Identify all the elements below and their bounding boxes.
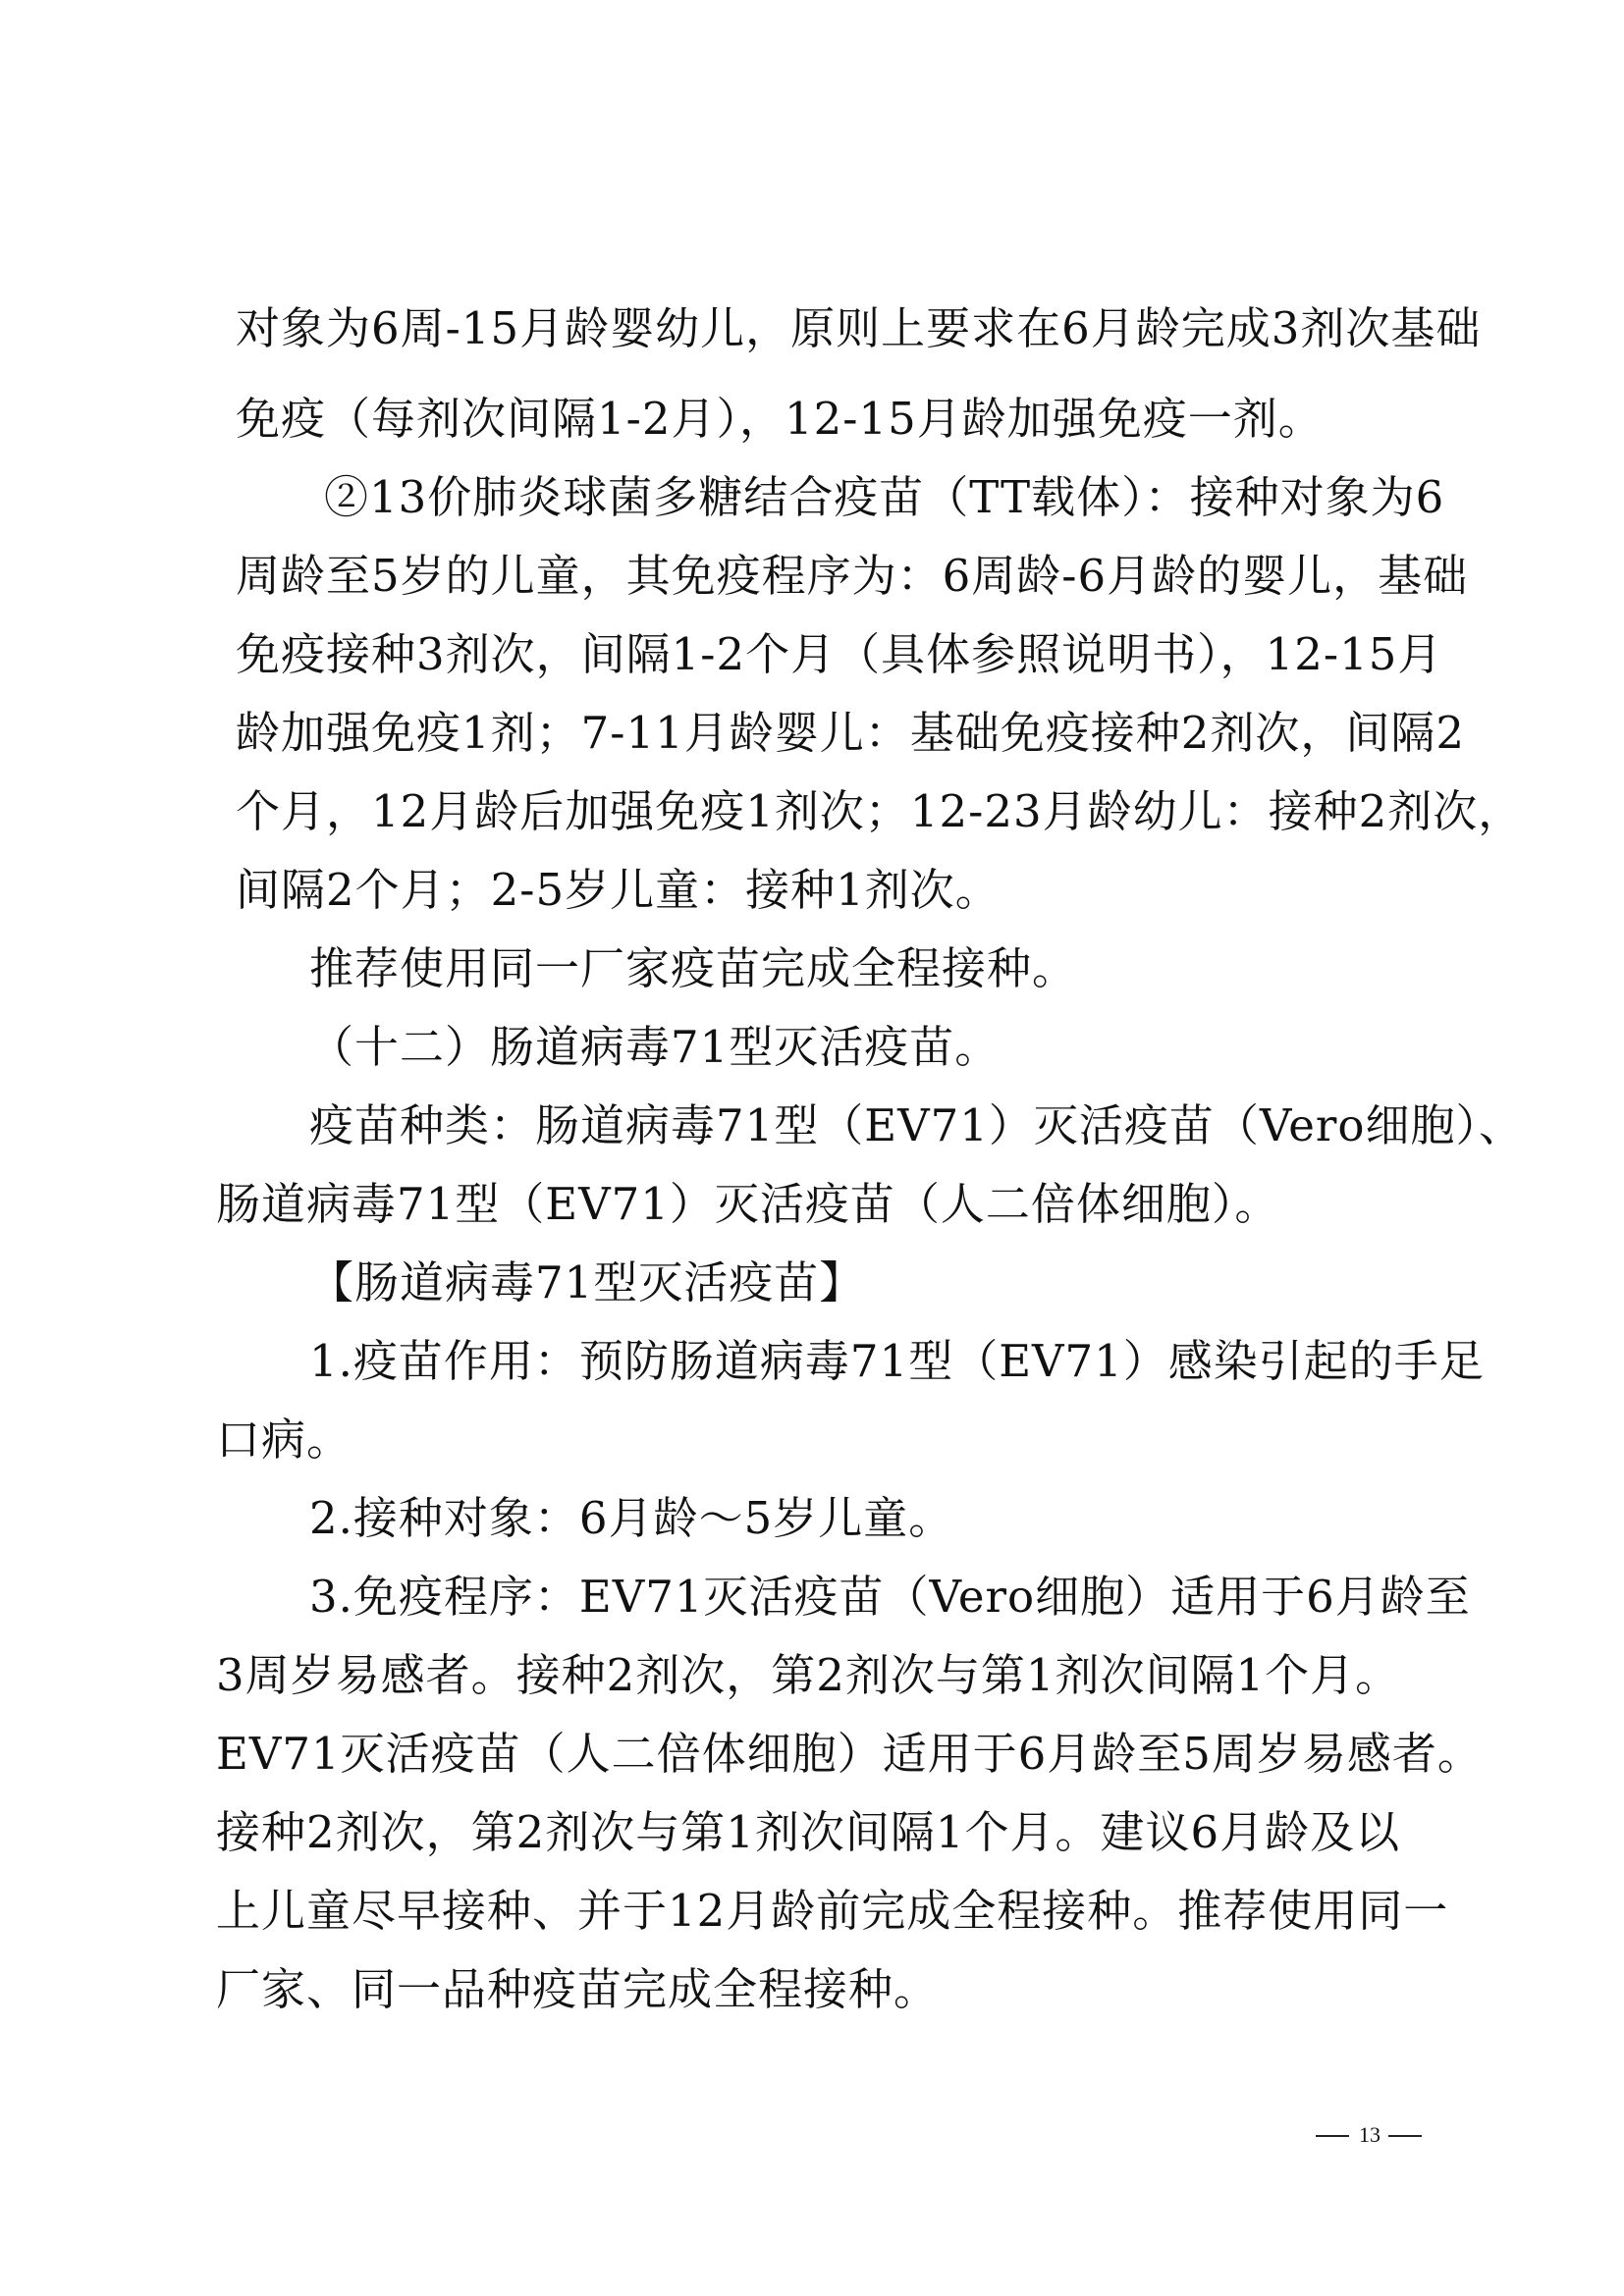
page-number-dash-right xyxy=(1388,2135,1422,2137)
paragraph-line: 免疫接种3剂次，间隔1-2个月（具体参照说明书），12-15月 xyxy=(236,628,1443,680)
paragraph-line: 疫苗种类：肠道病毒71型（EV71）灭活疫苗（Vero细胞）、 xyxy=(309,1099,1524,1151)
paragraph-line: 间隔2个月；2-5岁儿童：接种1剂次。 xyxy=(236,864,1001,916)
paragraph-line: 3.免疫程序：EV71灭活疫苗（Vero细胞）适用于6月龄至 xyxy=(309,1571,1471,1623)
paragraph-line: 厂家、同一品种疫苗完成全程接种。 xyxy=(216,1963,940,2015)
paragraph-line: 免疫（每剂次间隔1-2月），12-15月龄加强免疫一剂。 xyxy=(236,393,1324,445)
paragraph-line: 周龄至5岁的儿童，其免疫程序为：6周龄-6月龄的婴儿，基础 xyxy=(236,550,1469,602)
page-number-value: 13 xyxy=(1359,2122,1380,2147)
paragraph-line: 上儿童尽早接种、并于12月龄前完成全程接种。推荐使用同一 xyxy=(216,1885,1449,1937)
paragraph-line: 对象为6周-15月龄婴幼儿，原则上要求在6月龄完成3剂次基础 xyxy=(236,302,1482,354)
paragraph-line: 个月，12月龄后加强免疫1剂次；12-23月龄幼儿：接种2剂次， xyxy=(236,785,1524,837)
page-number-dash-left xyxy=(1316,2135,1349,2137)
section-heading: （十二）肠道病毒71型灭活疫苗。 xyxy=(309,1021,1001,1073)
paragraph-line: 3周岁易感者。接种2剂次，第2剂次与第1剂次间隔1个月。 xyxy=(216,1649,1401,1701)
paragraph-line: 接种2剂次，第2剂次与第1剂次间隔1个月。建议6月龄及以 xyxy=(216,1806,1401,1858)
paragraph-line: 1.疫苗作用：预防肠道病毒71型（EV71）感染引起的手足 xyxy=(309,1335,1485,1387)
paragraph-line: 口病。 xyxy=(216,1414,352,1466)
paragraph-line: 肠道病毒71型（EV71）灭活疫苗（人二倍体细胞）。 xyxy=(216,1178,1280,1230)
page-number xyxy=(1316,2120,1434,2150)
paragraph-line: ②13价肺炎球菌多糖结合疫苗（TT载体）：接种对象为6 xyxy=(324,471,1445,523)
subsection-heading: 【肠道病毒71型灭活疫苗】 xyxy=(309,1256,865,1308)
paragraph-line: EV71灭活疫苗（人二倍体细胞）适用于6月龄至5周岁易感者。 xyxy=(216,1728,1483,1780)
paragraph-line: 龄加强免疫1剂；7-11月龄婴儿：基础免疫接种2剂次，间隔2 xyxy=(236,707,1465,759)
paragraph-line: 推荐使用同一厂家疫苗完成全程接种。 xyxy=(309,942,1078,994)
paragraph-line: 2.接种对象：6月龄～5岁儿童。 xyxy=(309,1492,954,1544)
